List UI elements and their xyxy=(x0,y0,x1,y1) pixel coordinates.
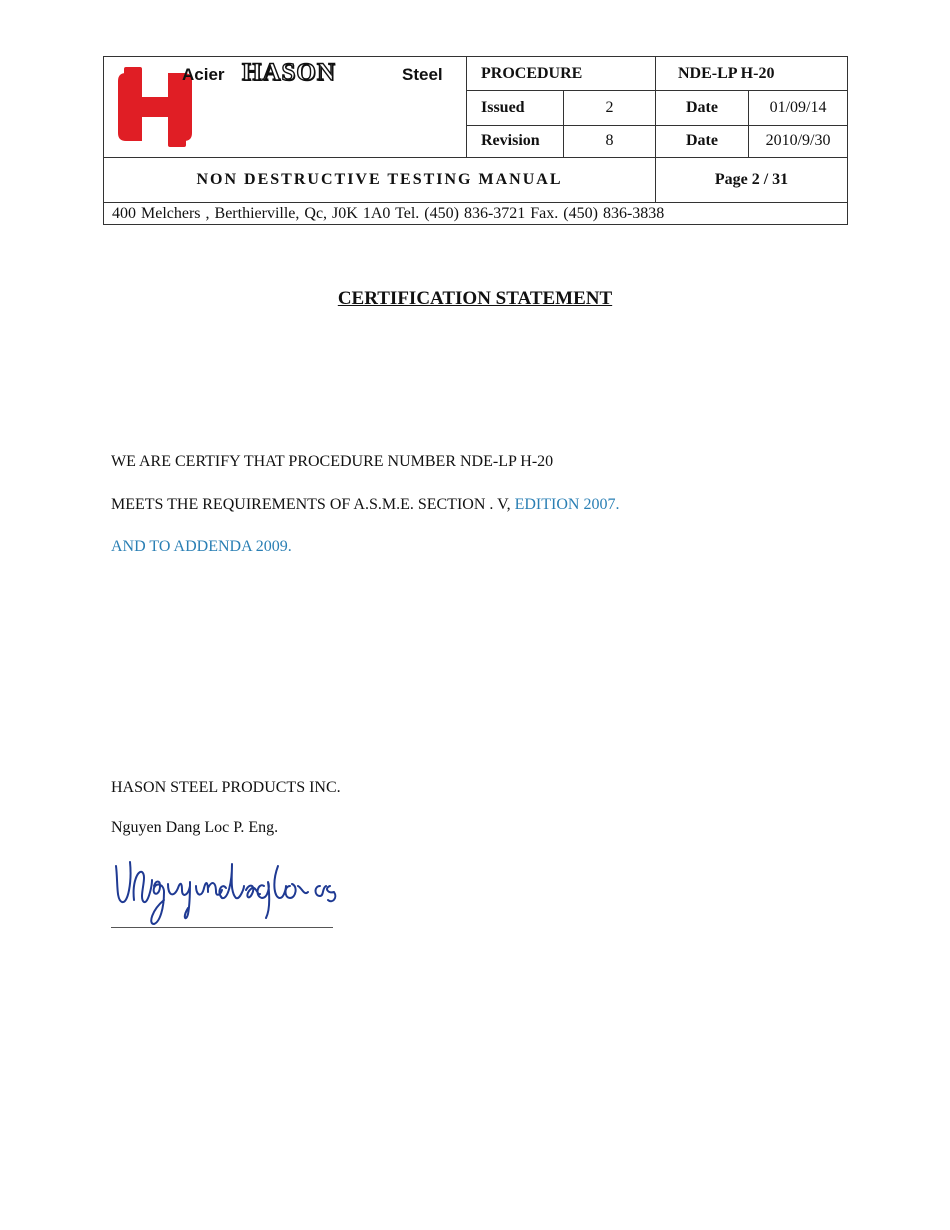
requirements-text: MEETS THE REQUIREMENTS OF A.S.M.E. SECTION . V, xyxy=(111,496,515,513)
manual-title: NON DESTRUCTIVE TESTING MANUAL xyxy=(104,158,656,203)
issued-label: Issued xyxy=(467,91,564,125)
company-brand-name xyxy=(182,59,448,87)
issued-date-value: 01/09/14 xyxy=(749,91,848,125)
certification-line-1: WE ARE CERTIFY THAT PROCEDURE NUMBER NDE-LP H-20 xyxy=(111,453,554,470)
page-number: Page 2 / 31 xyxy=(656,158,848,203)
company-name: HASON STEEL PRODUCTS INC. xyxy=(111,779,341,796)
edition-text: EDITION 2007. xyxy=(514,496,620,513)
issued-date-label: Date xyxy=(656,91,749,125)
revision-date-label: Date xyxy=(656,125,749,157)
revision-label: Revision xyxy=(467,125,564,157)
brand-suffix: Steel xyxy=(402,65,443,84)
company-logo-block xyxy=(104,57,467,158)
procedure-label: PROCEDURE xyxy=(467,57,656,91)
signature-line xyxy=(111,927,333,928)
company-address: 400 Melchers , Berthierville, Qc, J0K 1A0 Tel. (450) 836-3721 Fax. (450) 836-3838 xyxy=(104,203,848,225)
brand-prefix: Acier xyxy=(182,65,225,84)
document-header-table xyxy=(103,56,848,225)
certification-line-3: AND TO ADDENDA 2009. xyxy=(111,538,292,555)
signer-name: Nguyen Dang Loc P. Eng. xyxy=(111,819,279,836)
procedure-number: NDE-LP H-20 xyxy=(656,57,848,91)
issued-value: 2 xyxy=(564,91,656,125)
revision-value: 8 xyxy=(564,125,656,157)
certification-heading: CERTIFICATION STATEMENT xyxy=(337,288,613,309)
handwritten-signature xyxy=(108,852,348,928)
brand-name: HASON xyxy=(242,59,336,86)
revision-date-value: 2010/9/30 xyxy=(749,125,848,157)
certification-line-2 xyxy=(111,496,619,514)
